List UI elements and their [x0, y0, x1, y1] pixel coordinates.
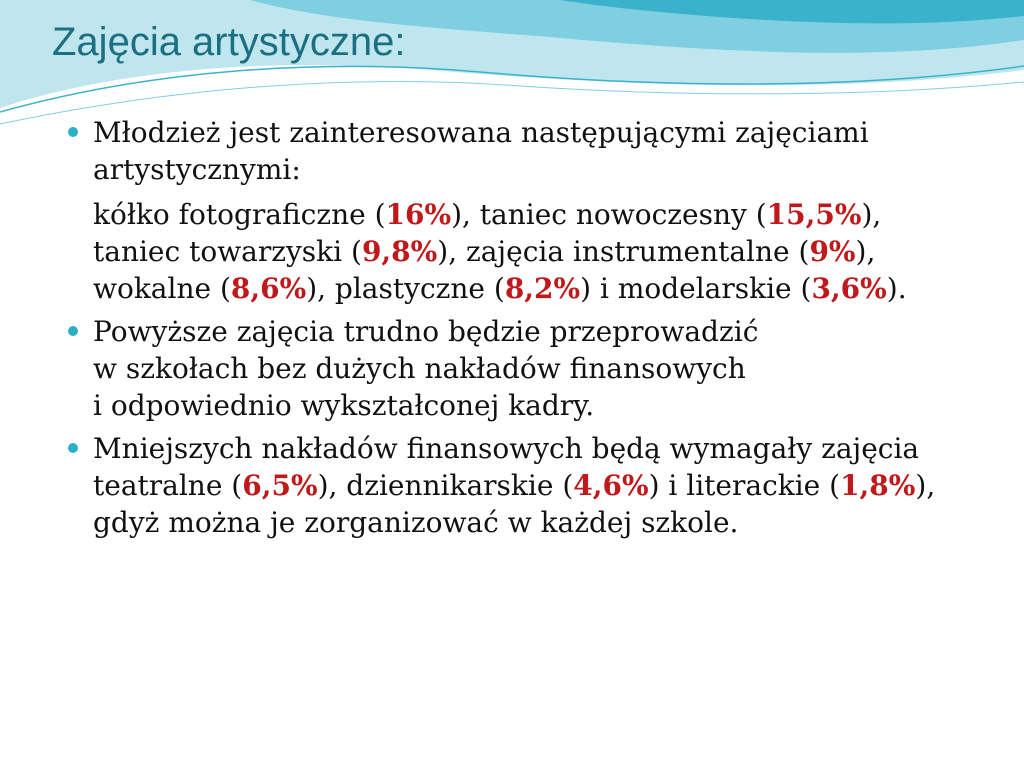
text-fragment: ) i modelarskie (: [580, 272, 812, 305]
slide-title: Zajęcia artystyczne:: [52, 20, 406, 64]
text-fragment: ), wokalne (: [93, 235, 876, 305]
bullet-icon: [68, 127, 78, 137]
percentage-instrumental: 9%: [809, 235, 856, 268]
percentage-vocal: 8,6%: [230, 272, 307, 305]
activities-percentages-paragraph: [93, 196, 968, 307]
bullet-item-lower-cost: [68, 430, 968, 541]
percentage-visual-arts: 8,2%: [504, 272, 581, 305]
bullet-icon: [68, 326, 78, 336]
slide-content: [68, 114, 968, 547]
bullet-text-line: w szkołach bez dużych nakładów finansowych: [93, 352, 746, 385]
bullet-lead-text: Młodzież jest zainteresowana następującymi zajęciami artystycznymi:: [93, 116, 869, 186]
text-fragment: kółko fotograficzne (: [93, 198, 386, 231]
text-fragment: ), zajęcia instrumentalne (: [437, 235, 810, 268]
percentage-modern-dance: 15,5%: [766, 198, 862, 231]
percentage-theater: 6,5%: [242, 469, 318, 502]
percentage-ballroom-dance: 9,8%: [361, 235, 438, 268]
bullet-icon: [68, 443, 78, 453]
text-fragment: ) i literackie (: [648, 469, 841, 502]
text-fragment: ), taniec towarzyski (: [93, 198, 882, 268]
percentage-photography: 16%: [385, 198, 452, 231]
text-fragment: Mniejszych nakładów finansowych będą wymagały zajęcia teatralne (: [93, 432, 920, 502]
text-fragment: ), gdyż można je zorganizować w każdej szkole.: [93, 469, 936, 539]
bullet-text-line: Powyższe zajęcia trudno będzie przeprowadzić: [93, 315, 759, 348]
text-fragment: ), dziennikarskie (: [317, 469, 574, 502]
bullet-item-interest: [68, 114, 968, 307]
lower-cost-paragraph: [93, 430, 968, 541]
bullet-item-difficulty: [68, 313, 968, 424]
text-fragment: ), taniec nowoczesny (: [451, 198, 767, 231]
percentage-journalism: 4,6%: [573, 469, 649, 502]
text-fragment: ).: [886, 272, 907, 305]
text-fragment: ), plastyczne (: [306, 272, 505, 305]
percentage-literary: 1,8%: [840, 469, 916, 502]
bullet-text-line: i odpowiednio wykształconej kadry.: [93, 389, 595, 422]
percentage-modeling: 3,6%: [811, 272, 887, 305]
